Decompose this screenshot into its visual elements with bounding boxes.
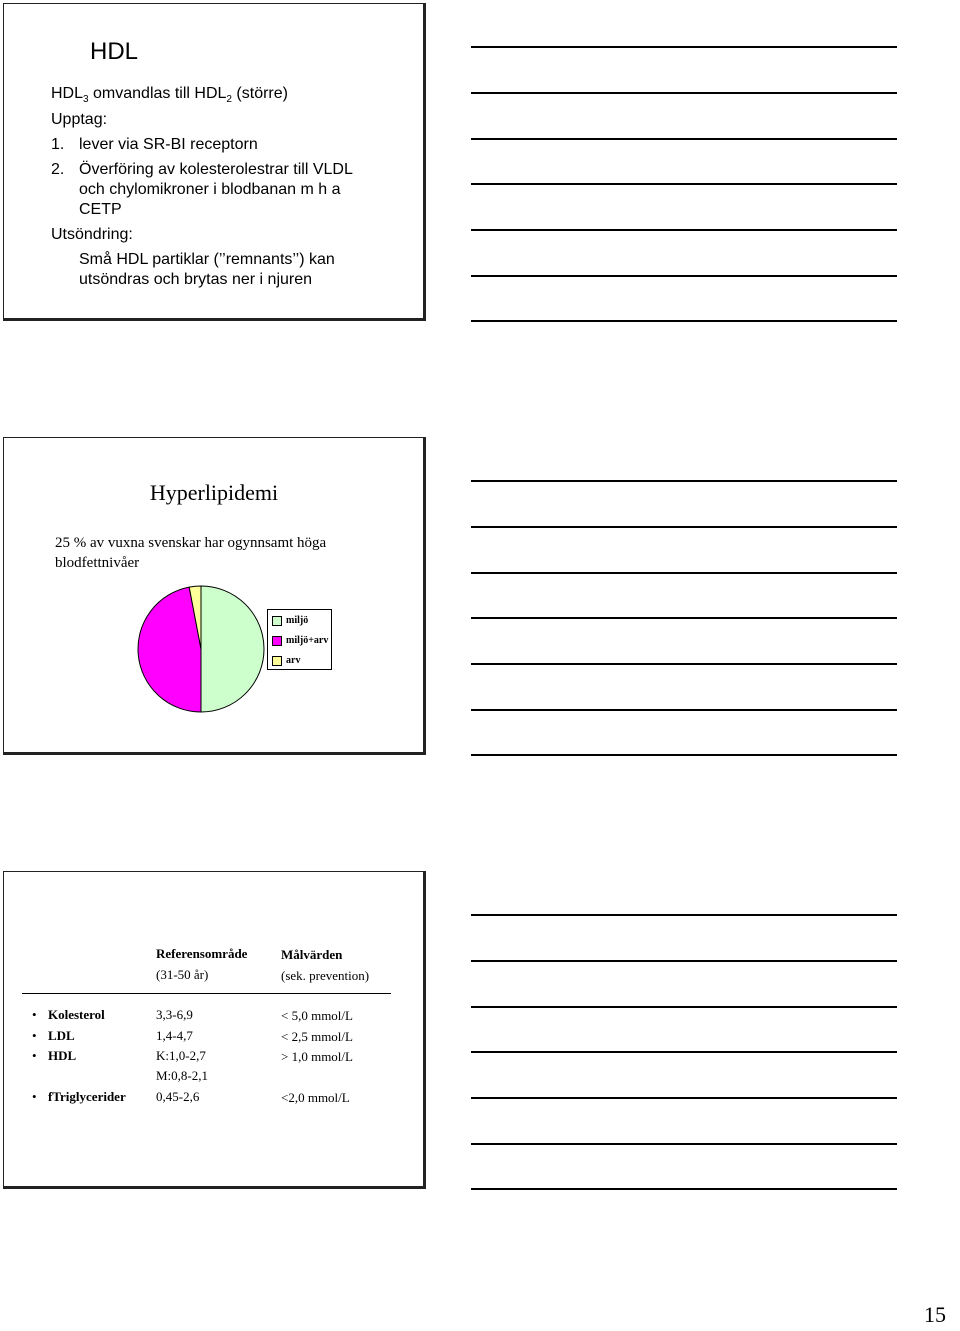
- legend-item: [272, 655, 300, 666]
- note-line: [471, 1051, 897, 1053]
- legend-label: arv: [286, 655, 301, 666]
- column-header: Referensområde: [156, 946, 248, 961]
- legend-swatch: [272, 616, 282, 626]
- note-line: [471, 960, 897, 962]
- note-line: [471, 754, 897, 756]
- note-line: [471, 229, 897, 231]
- note-line: [471, 92, 897, 94]
- column-subheader: (31-50 år): [156, 967, 209, 982]
- chart-legend: [267, 609, 332, 670]
- row-target: < 2,5 mmol/L: [281, 1029, 353, 1044]
- row-name: fTriglycerider: [48, 1089, 126, 1104]
- note-line: [471, 320, 897, 322]
- row-reference: 1,4-4,7: [156, 1028, 193, 1043]
- text-line: blodfettnivåer: [55, 555, 140, 571]
- text-convert: omvandlas till HDL: [88, 85, 227, 102]
- row-target: > 1,0 mmol/L: [281, 1049, 353, 1064]
- note-line: [471, 1006, 897, 1008]
- note-line: [471, 1097, 897, 1099]
- list-number: 1.: [51, 136, 65, 153]
- list-item: lever via SR-BI receptorn: [79, 136, 258, 153]
- legend-item: [272, 635, 328, 646]
- legend-label: miljö+arv: [286, 635, 329, 646]
- note-line: [471, 275, 897, 277]
- legend-swatch: [272, 656, 282, 666]
- text-larger: (större): [231, 85, 288, 102]
- row-reference: 3,3-6,9: [156, 1007, 193, 1022]
- note-line: [471, 138, 897, 140]
- header-rule: [22, 993, 391, 994]
- column-header: Målvärden: [281, 947, 343, 962]
- slide-title: Hyperlipidemi: [149, 480, 279, 505]
- slide-reference-values: [3, 871, 426, 1189]
- legend-swatch: [272, 636, 282, 646]
- uptake-label: Upptag:: [51, 111, 108, 128]
- secretion-text: utsöndras och brytas ner i njuren: [79, 271, 313, 288]
- row-name: Kolesterol: [48, 1007, 105, 1022]
- row-name: HDL: [48, 1048, 77, 1063]
- note-line: [471, 572, 897, 574]
- secretion-label: Utsöndring:: [51, 226, 133, 243]
- note-line: [471, 663, 897, 665]
- row-reference: 0,45-2,6: [156, 1089, 200, 1104]
- row-name: LDL: [48, 1028, 75, 1043]
- slide-hdl: [3, 3, 426, 321]
- bullet: •: [32, 1089, 37, 1104]
- slide-title: HDL: [90, 38, 139, 65]
- note-line: [471, 526, 897, 528]
- text-hdl: HDL: [51, 85, 84, 102]
- slide-text: [55, 533, 326, 573]
- bullet: •: [32, 1007, 37, 1022]
- secretion-text: Små HDL partiklar (’’remnants’’) kan: [79, 251, 335, 268]
- page-number: 15: [924, 1302, 946, 1327]
- row-target: < 5,0 mmol/L: [281, 1008, 353, 1023]
- list-number: 2.: [51, 161, 65, 178]
- list-item-cont: och chylomikroner i blodbanan m h a: [79, 181, 341, 198]
- note-line: [471, 46, 897, 48]
- list-item: Överföring av kolesterolestrar till VLDL: [79, 161, 353, 178]
- note-line: [471, 480, 897, 482]
- pie-slice-0: [201, 586, 264, 712]
- list-item-cont: CETP: [79, 201, 122, 218]
- subscript-2: 2: [226, 94, 232, 106]
- text-line: 25 % av vuxna svenskar har ogynnsamt höga: [55, 535, 327, 551]
- row-reference-2: M:0,8-2,1: [156, 1068, 208, 1083]
- conversion-line: [51, 84, 288, 110]
- note-line: [471, 1188, 897, 1190]
- slide-hyperlipidemi: [3, 437, 426, 755]
- note-line: [471, 709, 897, 711]
- note-line: [471, 183, 897, 185]
- legend-item: [272, 615, 308, 626]
- note-line: [471, 1143, 897, 1145]
- note-line: [471, 617, 897, 619]
- note-line: [471, 914, 897, 916]
- row-target: <2,0 mmol/L: [281, 1090, 350, 1105]
- pie-slice-1: [138, 587, 201, 712]
- bullet: •: [32, 1048, 37, 1063]
- bullet: •: [32, 1028, 37, 1043]
- pie-chart: [136, 584, 266, 714]
- legend-label: miljö: [286, 615, 309, 626]
- row-reference: K:1,0-2,7: [156, 1048, 206, 1063]
- subscript-3: 3: [83, 94, 89, 106]
- column-subheader: (sek. prevention): [281, 968, 370, 983]
